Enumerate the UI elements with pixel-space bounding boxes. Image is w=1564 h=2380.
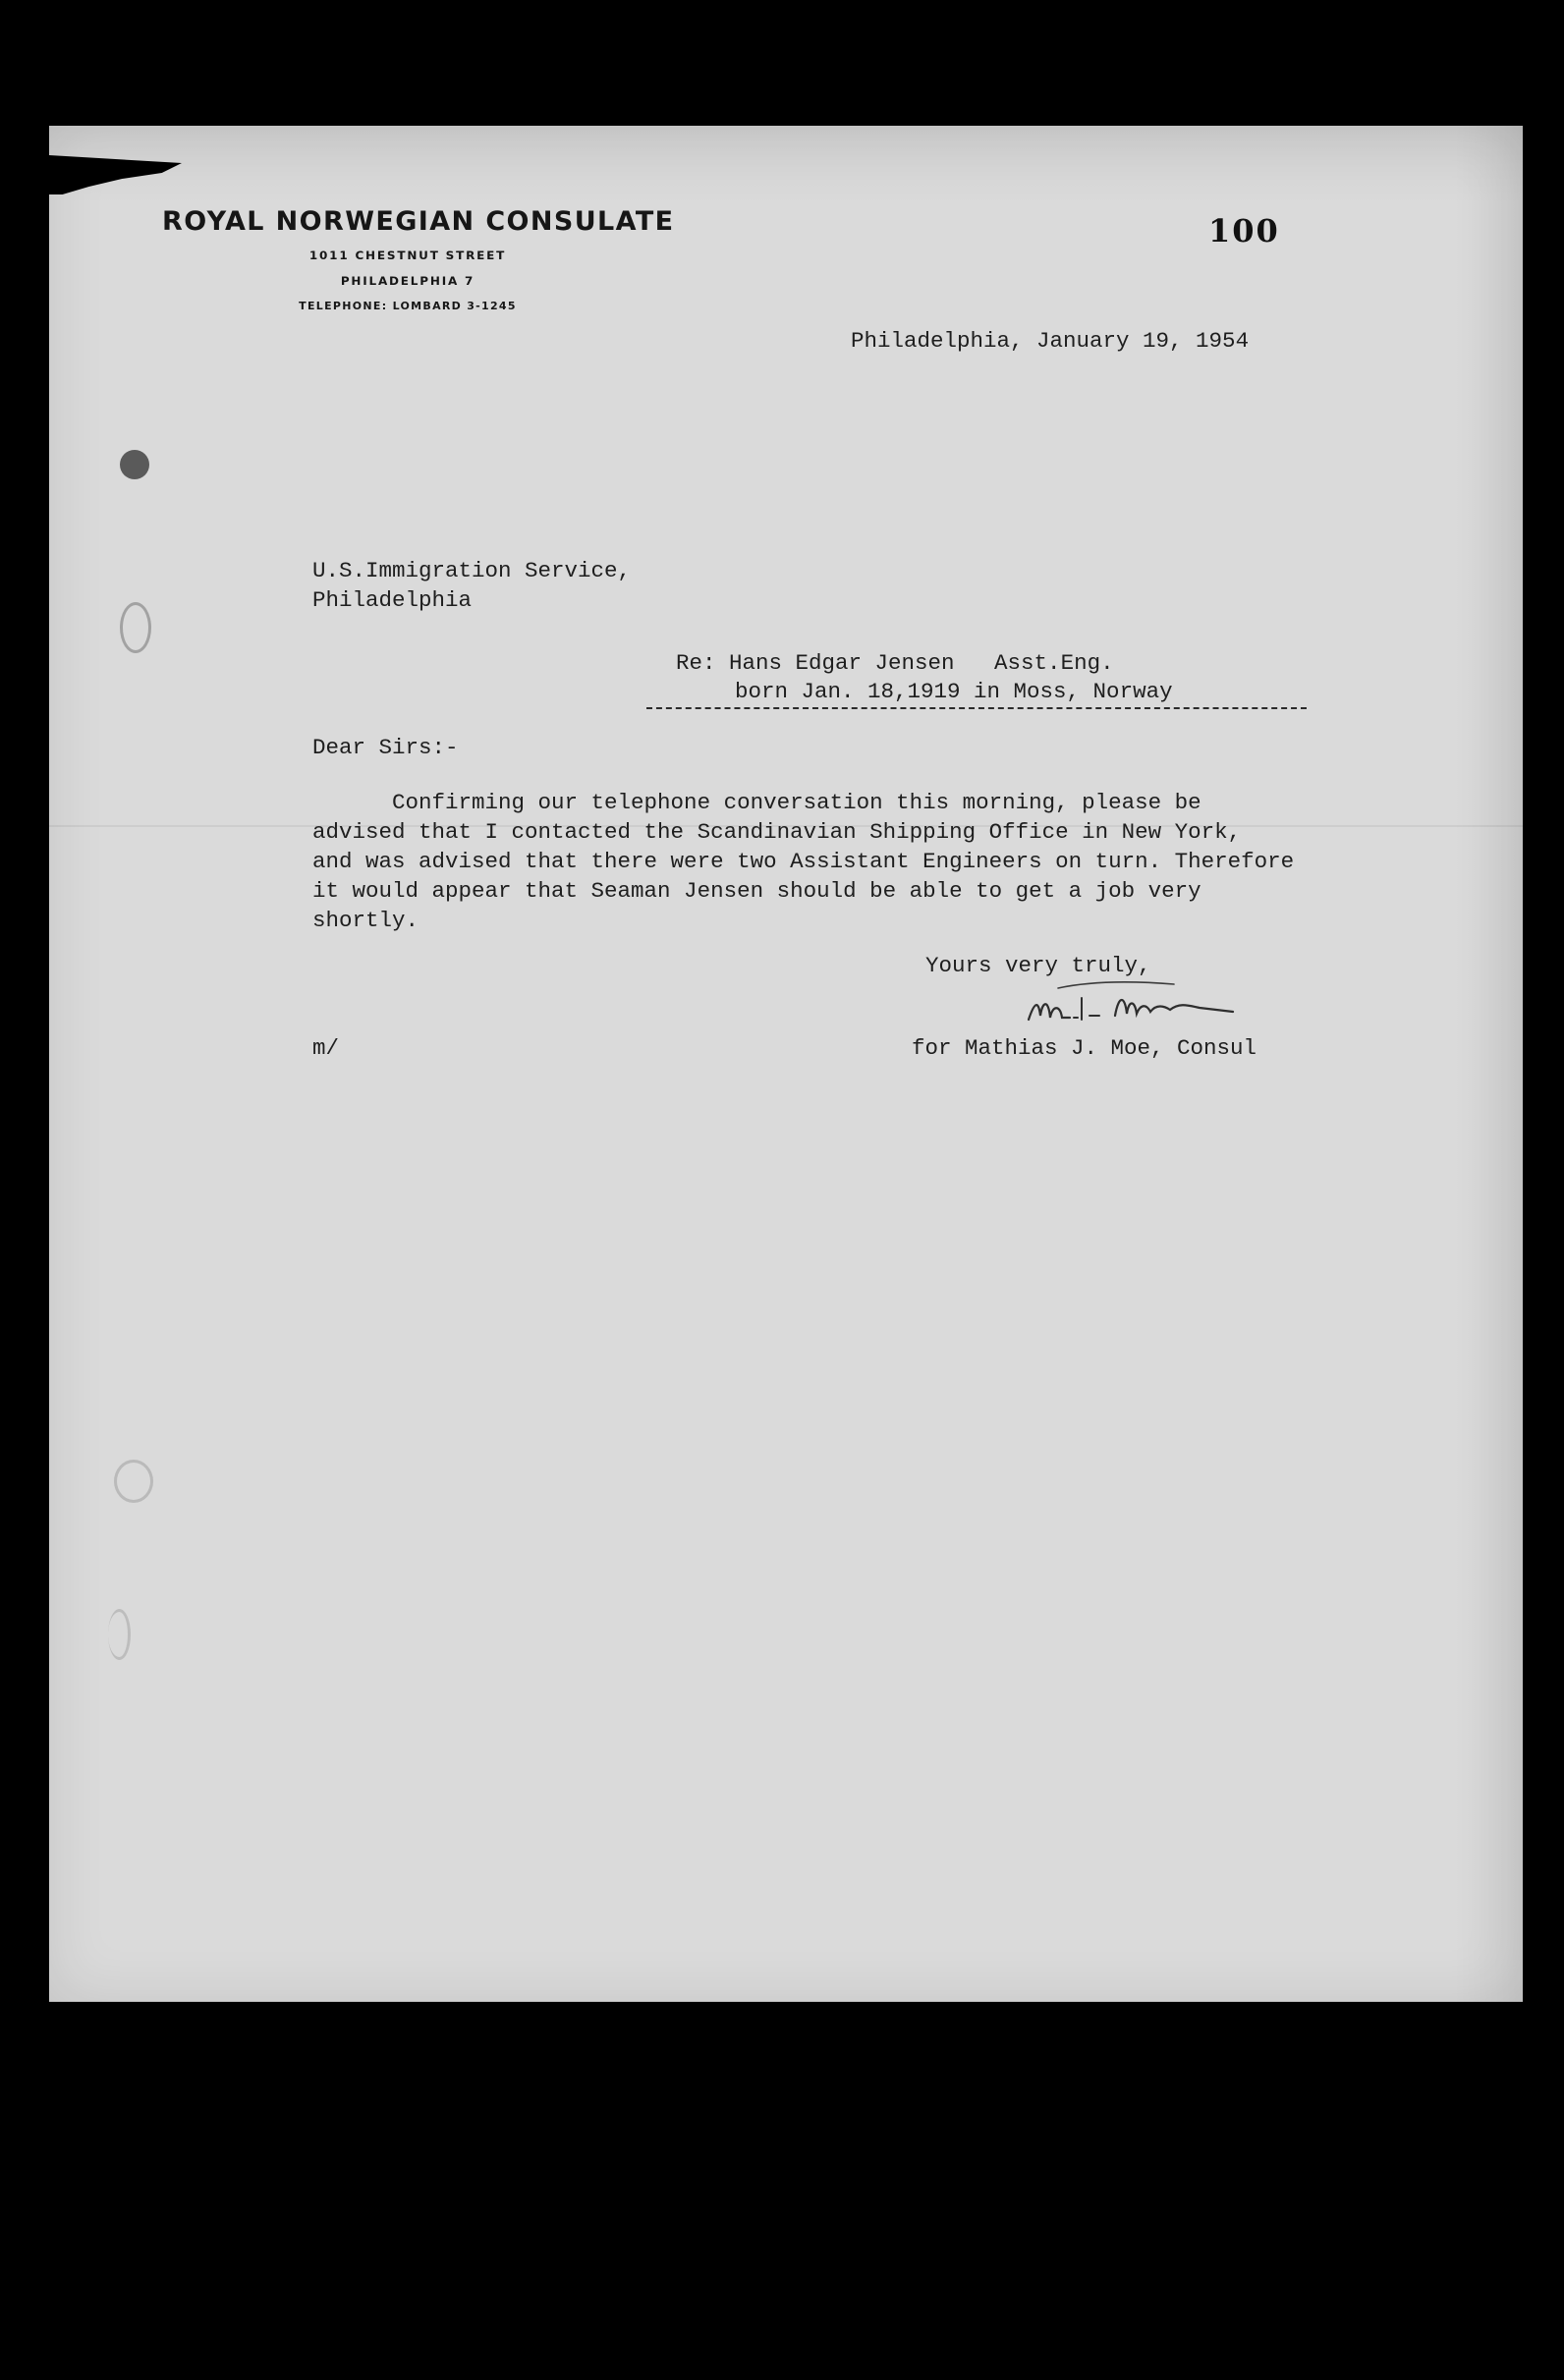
punch-hole-mark (120, 450, 149, 479)
letterhead-telephone: TELEPHONE: LOMBARD 3-1245 (299, 300, 517, 312)
punch-hole-ring (114, 1460, 153, 1503)
reference-line-1: Re: Hans Edgar Jensen Asst.Eng. (676, 650, 1114, 676)
page-number: 100 (1208, 212, 1280, 249)
letterhead-city: PHILADELPHIA 7 (340, 274, 475, 288)
body-line: Confirming our telephone conversation this morning, please be (312, 790, 1201, 815)
typist-initials: m/ (312, 1035, 340, 1061)
signer-name: for Mathias J. Moe, Consul (912, 1035, 1257, 1061)
handwritten-signature (1017, 972, 1312, 1041)
reference-underline (646, 707, 1307, 709)
letterhead (162, 206, 675, 312)
closing: Yours very truly, (925, 953, 1151, 978)
body-line: it would appear that Seaman Jensen should be able to get a job very (312, 878, 1201, 904)
letterhead-title: ROYAL NORWEGIAN CONSULATE (162, 206, 675, 237)
letter-date: Philadelphia, January 19, 1954 (851, 328, 1250, 354)
letterhead-street: 1011 CHESTNUT STREET (308, 249, 507, 262)
body-line: shortly. (312, 908, 419, 933)
salutation: Dear Sirs:- (312, 735, 459, 760)
reference-line-2: born Jan. 18,1919 in Moss, Norway (735, 679, 1173, 704)
paper-edge-shading (1454, 126, 1523, 2002)
recipient-line-1: U.S.Immigration Service, (312, 558, 632, 583)
paper-shading (49, 126, 1523, 204)
punch-hole-ring (120, 602, 151, 653)
recipient-line-2: Philadelphia (312, 587, 473, 613)
letter-body (312, 788, 1294, 935)
body-line: and was advised that there were two Assistant Engineers on turn. Therefore (312, 849, 1295, 874)
letter-page (49, 126, 1523, 2002)
punch-hole-ring (108, 1609, 131, 1660)
body-line: advised that I contacted the Scandinavian Shipping Office in New York, (312, 819, 1242, 845)
